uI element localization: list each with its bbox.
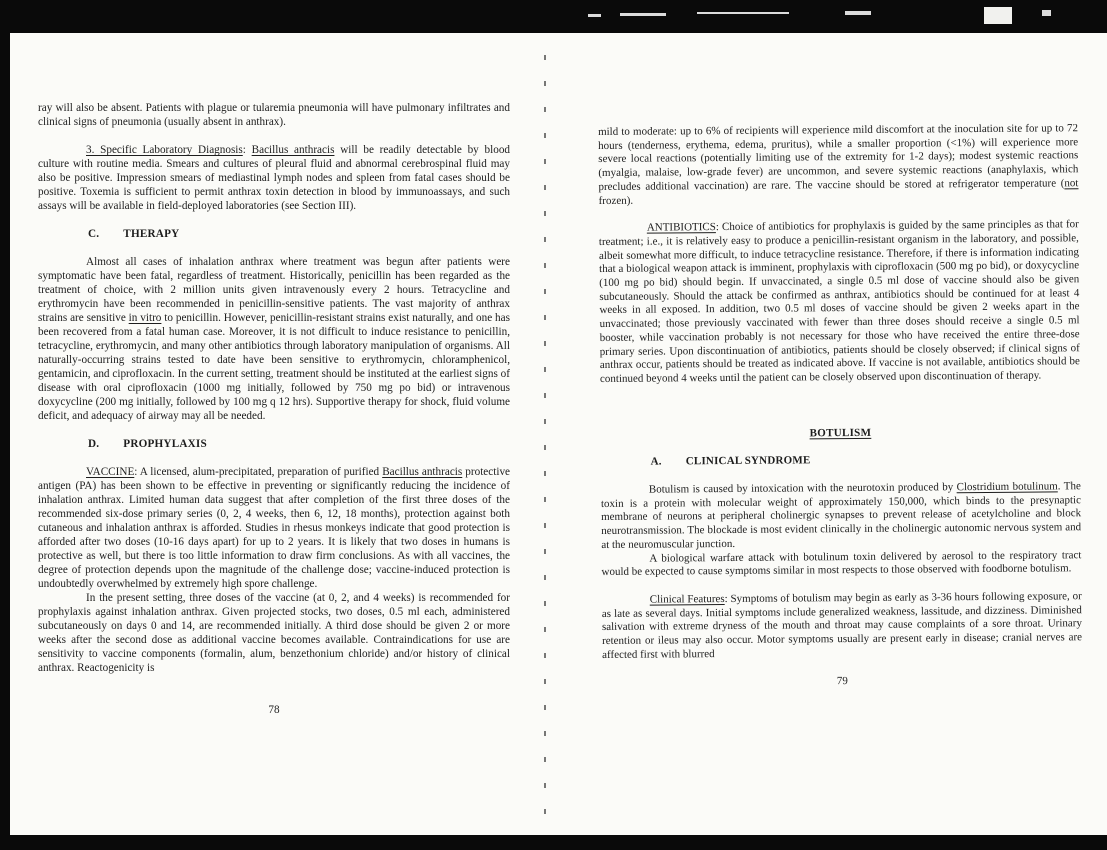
page-number: 79 bbox=[836, 674, 848, 687]
page-78-text-column bbox=[38, 101, 510, 717]
page-number: 78 bbox=[268, 704, 280, 716]
scan-artifact bbox=[588, 14, 601, 17]
section-heading-letter: D. bbox=[88, 438, 100, 450]
page-fold-crease bbox=[544, 55, 546, 833]
section-heading-label: THERAPY bbox=[123, 228, 180, 240]
paragraph bbox=[38, 465, 510, 591]
text-run: Botulism is caused by intoxication with the neurotoxin produced by bbox=[648, 481, 957, 496]
paragraph bbox=[38, 255, 510, 423]
text-run: A biological warfare attack with botulinum toxin delivered by aerosol to the respiratory tract would be expected to cause symptoms similar in most respects to those observed with foodborne botulism. bbox=[601, 548, 1082, 579]
text-run: will be readily detectable by blood culture with routine media. Smears and cultures of pleural fluid and abnormal cerebrospinal fluid may also be positive. Impression smears of mediastinal lymph nodes and spleen from fatal cases should be positive. Toxemia is sufficient to permit anthrax toxin detection in blood by immunoassays, and such assays will be available in field-deployed laboratories (see Section III). bbox=[38, 144, 511, 212]
text-run: mild to moderate: up to 6% of recipients will experience mild discomfort at the inoculation site for up to 72 hours (tenderness, erythema, edema, pruritus), while a smaller proportion (<1%) will experience more severe local reactions (potentially limiting use of the extremity for 1-2 days); modest systemic reactions (myalgia, malaise, low-grade fever) are uncommon, and severe systemic reactions (anaphylaxis, which precludes additional vaccination) are rare. The vaccine should be stored at refrigerator temperature ( bbox=[598, 122, 1079, 193]
document-paper bbox=[10, 33, 1107, 835]
section-heading-label: PROPHYLAXIS bbox=[123, 438, 207, 450]
text-run: : bbox=[242, 144, 252, 156]
chapter-heading bbox=[600, 425, 1080, 442]
page-79-text-column bbox=[598, 122, 1082, 690]
paragraph bbox=[601, 549, 1081, 580]
text-run: : Symptoms of botulism may begin as early as 3-36 hours following exposure, or as late as several days. Initial symptoms include generalized weakness, lassitude, and dizziness. Diminished salivation with extreme dryness of the mouth and throat may cause complaints of a sore throat. Urinary retention or ileus may also occur. Motor symptoms usually are present early in disease; cranial nerves are affected first with blurred bbox=[601, 590, 1083, 661]
text-run: frozen). bbox=[598, 194, 634, 207]
paragraph bbox=[598, 122, 1079, 208]
scan-artifact bbox=[1042, 10, 1051, 16]
section-heading-label: CLINICAL SYNDROME bbox=[685, 454, 811, 468]
scan-artifact bbox=[620, 13, 666, 16]
underlined-text: Clostridium botulinum bbox=[956, 480, 1058, 494]
paragraph bbox=[599, 218, 1080, 386]
text-run: Almost all cases of inhalation anthrax where treatment was begun after patients were symptomatic have been fatal, regardless of treatment. Historically, penicillin has been regarded as the treatment of choice, with 2 million units given intravenously every 2 hours. Tetracycline and erythromycin have been recommended in penicillin-sensitive patients. The vast majority of anthrax strains are sensitive bbox=[38, 256, 510, 324]
scan-artifact bbox=[697, 12, 789, 14]
underlined-text: Bacillus anthracis bbox=[251, 144, 335, 156]
paragraph bbox=[38, 101, 510, 129]
scan-artifact bbox=[845, 11, 871, 15]
paragraph bbox=[38, 143, 510, 213]
text-run: . The toxin is a protein with molecular weight of approximately 150,000, which binds to the presynaptic membrane of neurons at peripheral cholinergic synapses to prevent release of acetylcholine and block neurotransmission. The blockade is most evident clinically in the cholinergic autonomic nervous system and at the neuromuscular junction. bbox=[600, 480, 1082, 551]
underlined-text: not bbox=[1064, 177, 1079, 190]
underlined-text: Clinical Features bbox=[649, 593, 725, 606]
underlined-text: ANTIBIOTICS bbox=[646, 221, 716, 234]
text-run: ray will also be absent. Patients with plague or tularemia pneumonia will have pulmonary infiltrates and clinical signs of pneumonia (usually absent in anthrax). bbox=[38, 102, 510, 128]
text-run: protective antigen (PA) has been shown to be effective in preventing or significantly reducing the incidence of inhalation anthrax. Limited human data suggest that after completion of the first three doses of the recommended six-dose primary series (0, 2, 4 weeks, then 6, 12, 18 months), protection against both cutaneous and inhalation anthrax is afforded. Studies in rhesus monkeys indicate that good protection is afforded after two doses (10-16 days apart) for up to 2 years. It is likely that two doses in humans is protective as well, but there is too little information to draw firm conclusions. As with all vaccines, the degree of protection depends upon the magnitude of the challenge dose; vaccine-induced protection is undoubtedly overwhelmed by extremely high spore challenge. bbox=[38, 466, 511, 590]
section-heading bbox=[38, 227, 510, 241]
paragraph bbox=[602, 590, 1083, 662]
underlined-text: VACCINE bbox=[86, 466, 135, 478]
paragraph bbox=[601, 480, 1082, 552]
underlined-text: in vitro bbox=[128, 312, 162, 324]
text-run: : Choice of antibiotics for prophylaxis is guided by the same principles as that for treatment; i.e., it is relatively easy to produce a penicillin-resistant organism in the laboratory, and possible, albeit somewhat more difficult, to induce tetracycline resistance. Therefore, if there is information indicating that a biological weapon attack is imminent, prophylaxis with ciprofloxacin (500 mg po bid), or doxycycline (100 mg po bid) should begin. If unvaccinated, a single 0.5 ml dose of vaccine should also be given subcutaneously. Should the attack be confirmed as anthrax, antibiotics should be continued for at least 4 weeks in all exposed. In addition, two 0.5 ml doses of vaccine should be given 2 weeks apart in the unvaccinated; those previously vaccinated with fewer than three doses should receive a single 0.5 ml booster, while vaccination probably is not necessary for those who have received the entire three-dose primary series. Upon discontinuation of antibiotics, patients should be closely observed; if clinical signs of anthrax occur, patients should be treated as indicated above. If vaccine is not available, antibiotics should be continued beyond 4 weeks until the patient can be closely observed upon discontinuation of therapy. bbox=[598, 218, 1080, 385]
underlined-text: 3. Specific Laboratory Diagnosis bbox=[86, 144, 243, 156]
section-heading-letter: C. bbox=[88, 228, 100, 240]
paragraph bbox=[38, 591, 510, 675]
section-heading-letter: A. bbox=[650, 455, 662, 468]
section-heading bbox=[38, 437, 510, 451]
underlined-text: Bacillus anthracis bbox=[382, 466, 463, 478]
text-run: In the present setting, three doses of the vaccine (at 0, 2, and 4 weeks) is recommended for prophylaxis against inhalation anthrax. Given projected stocks, two doses, 0.5 ml each, administered subcutaneously on days 0 and 14, are recommended initially. A third dose should be given 2 or more weeks after the second dose as additional vaccine becomes available. Contraindications for use are sensitivity to vaccine components (formalin, alum, benzethonium chloride) and/or history of clinical anthrax. Reactogenicity is bbox=[38, 592, 510, 674]
text-run: to penicillin. However, penicillin-resistant strains exist naturally, and one has been recovered from a fatal human case. Moreover, it is not difficult to induce resistance to penicillin, tetracycline, erythromycin, and many other antibiotics through laboratory manipulation of organisms. All naturally-occurring strains tested to date have been sensitive to erythromycin, chloramphenicol, gentamicin, and ciprofloxacin. In the current setting, treatment should be instituted at the earliest signs of disease with oral ciprofloxacin (1000 mg initially, followed by 750 mg po bid) or intravenous doxycycline (200 mg initially, followed by 100 mg q 12 hrs). Supportive therapy for shock, fluid volume deficit, and adequacy of airway may all be needed. bbox=[38, 312, 510, 422]
text-run: : A licensed, alum-precipitated, preparation of purified bbox=[134, 466, 383, 478]
section-heading bbox=[601, 453, 1081, 470]
chapter-heading-text: BOTULISM bbox=[809, 426, 872, 440]
scan-artifact bbox=[984, 7, 1012, 24]
